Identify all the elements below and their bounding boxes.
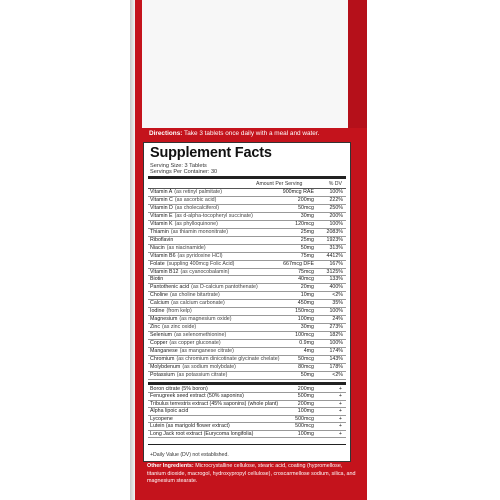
nutrient-name xyxy=(150,372,227,380)
ingredient-amount: 500mg xyxy=(297,393,314,400)
nutrient-source: (as d-alpha-tocopheryl succinate) xyxy=(174,212,253,219)
nutrient-dv: 143% xyxy=(329,356,343,363)
table-row xyxy=(148,261,346,269)
directions-text: Take 3 tablets once daily with a meal and water. xyxy=(182,130,320,137)
blend-table xyxy=(148,386,346,438)
table-row xyxy=(148,386,346,393)
nutrient-label: Chromium xyxy=(150,356,175,363)
nutrient-source: (as niacinamide) xyxy=(166,244,206,251)
ingredient-name: Lutein (as marigold flower extract) xyxy=(150,423,230,430)
nutrient-source: (as zinc oxide) xyxy=(162,324,197,331)
table-row xyxy=(148,340,346,348)
table-row xyxy=(148,221,346,229)
table-row xyxy=(148,237,346,245)
nutrient-name xyxy=(150,284,258,292)
dv-footnote: +Daily Value (DV) not established. xyxy=(150,452,229,458)
supplement-facts-panel xyxy=(143,142,351,462)
nutrient-source: (as cholecalciferol) xyxy=(174,204,220,211)
nutrient-dv: 222% xyxy=(329,196,343,203)
nutrient-amount: 25mg xyxy=(300,236,314,243)
nutrient-dv: 273% xyxy=(329,324,343,331)
nutrient-label: Vitamin C xyxy=(150,196,173,203)
nutrient-amount: 0.9mg xyxy=(299,340,314,347)
nutrient-source: (as ascorbic acid) xyxy=(174,196,217,203)
nutrient-dv: 313% xyxy=(329,244,343,251)
nutrient-label: Folate xyxy=(150,260,165,267)
nutrient-name xyxy=(150,356,279,364)
table-row xyxy=(148,348,346,356)
directions-label: Directions: xyxy=(149,130,183,137)
nutrient-name xyxy=(150,245,206,253)
nutrient-amount: 667mcg DFE xyxy=(283,260,314,267)
nutrient-amount: 450mg xyxy=(297,300,314,307)
supplement-facts-title: Supplement Facts xyxy=(150,145,272,161)
header-dv: % DV xyxy=(328,181,342,187)
table-row xyxy=(148,356,346,364)
nutrient-name xyxy=(150,229,228,237)
nutrient-source: (as copper gluconate) xyxy=(169,340,221,347)
table-row xyxy=(148,372,346,380)
nutrient-label: Zinc xyxy=(150,324,161,331)
nutrient-amount: 10mg xyxy=(300,292,314,299)
nutrient-source: (as retinyl palmitate) xyxy=(174,189,222,195)
table-row xyxy=(148,269,346,277)
nutrient-dv: 4412% xyxy=(326,252,343,259)
header-amount: Amount Per Serving xyxy=(256,181,303,187)
nutrient-source: (as magnesium oxide) xyxy=(179,316,232,323)
nutrient-source: (from kelp) xyxy=(166,308,192,315)
nutrient-label: Vitamin A xyxy=(150,189,173,195)
nutrient-label: Riboflavin xyxy=(150,236,174,243)
nutrient-label: Choline xyxy=(150,292,168,299)
nutrient-label: Vitamin D xyxy=(150,204,173,211)
section-divider xyxy=(148,382,346,385)
header-divider xyxy=(148,176,346,179)
table-row xyxy=(148,401,346,408)
nutrient-label: Vitamin B12 xyxy=(150,268,179,275)
nutrient-name xyxy=(150,316,232,324)
table-row xyxy=(148,364,346,372)
table-row xyxy=(148,416,346,423)
nutrient-source: (as thiamin mononitrate) xyxy=(170,228,228,235)
nutrient-source: (as choline bitartrate) xyxy=(169,292,220,299)
nutrient-dv: 2083% xyxy=(326,228,343,235)
ingredient-amount: 100mg xyxy=(297,408,314,415)
nutrient-amount: 50mg xyxy=(300,371,314,378)
nutrient-source: (as calcium carbonate) xyxy=(171,300,225,307)
nutrient-source: (as cyanocobalamin) xyxy=(180,268,230,275)
nutrient-source: (as chromium dinicotinate glycinate chelate) xyxy=(176,356,280,363)
nutrient-name xyxy=(150,205,219,213)
table-row xyxy=(148,393,346,400)
nutrient-name xyxy=(150,253,223,261)
nutrient-label: Magnesium xyxy=(150,316,178,323)
ingredient-amount: 200mg xyxy=(297,400,314,407)
nutrient-dv: 200% xyxy=(329,212,343,219)
nutrient-source: (as potassium citrate) xyxy=(176,371,228,378)
ingredient-name: Tribulus terrestris extract (45% saponins) (whole plant) xyxy=(150,400,279,407)
table-row xyxy=(148,308,346,316)
nutrient-source: (suppling 400mcg Folic Acid) xyxy=(166,260,235,267)
nutrient-label: Potassium xyxy=(150,371,175,378)
nutrient-amount: 200mg xyxy=(297,196,314,203)
nutrient-amount: 25mg xyxy=(300,228,314,235)
ingredient-amount: 500mcg xyxy=(295,415,314,422)
nutrient-source: (as phylloquinone) xyxy=(174,220,218,227)
nutrient-source: (as D-calcium pantothenate) xyxy=(191,284,258,291)
nutrient-name xyxy=(150,237,175,245)
nutrient-label: Vitamin B6 xyxy=(150,252,176,259)
nutrient-source: (as manganese citrate) xyxy=(179,348,234,355)
table-row xyxy=(148,423,346,430)
nutrient-name xyxy=(150,324,196,332)
nutrient-name xyxy=(150,197,216,205)
nutrient-label: Vitamin K xyxy=(150,220,173,227)
nutrient-dv: 100% xyxy=(329,189,343,195)
footnote-rule xyxy=(148,444,346,445)
other-ingredients-text: Microcrystalline cellulose, stearic acid, coating (hypromellose, titanium dioxide, macrogol, hydroxypropyl cellulose), croscarmellose sodium, silica, and magnesium stearate. xyxy=(147,463,356,485)
nutrient-amount: 150mcg xyxy=(295,308,314,315)
nutrient-name xyxy=(150,276,165,284)
table-row xyxy=(148,292,346,300)
nutrient-label: Niacin xyxy=(150,244,165,251)
nutrient-dv: 100% xyxy=(329,340,343,347)
nutrient-dv: 167% xyxy=(329,260,343,267)
table-row xyxy=(148,229,346,237)
nutrient-amount: 900mcg RAE xyxy=(282,189,314,195)
nutrient-name xyxy=(150,213,253,221)
nutrient-dv: <2% xyxy=(332,292,343,299)
table-row xyxy=(148,300,346,308)
ingredient-name: Long Jack root extract (Eurycoma longifolia) xyxy=(150,430,254,437)
nutrient-amount: 120mcg xyxy=(295,220,314,227)
nutrient-label: Thiamin xyxy=(150,228,169,235)
nutrient-dv: 35% xyxy=(332,300,343,307)
other-ingredients-label: Other Ingredients: xyxy=(147,463,194,469)
table-row xyxy=(148,205,346,213)
nutrient-source xyxy=(163,276,165,282)
table-row xyxy=(148,316,346,324)
nutrient-label: Biotin xyxy=(150,276,164,283)
nutrient-name xyxy=(150,261,234,269)
box-top-panel xyxy=(142,0,348,128)
nutrient-label: Molybdenum xyxy=(150,363,181,370)
table-row xyxy=(148,245,346,253)
nutrient-name xyxy=(150,364,236,372)
nutrient-dv: 133% xyxy=(329,276,343,283)
nutrient-amount: 50mg xyxy=(300,244,314,251)
ingredient-dv: + xyxy=(338,393,342,400)
ingredient-dv: + xyxy=(338,408,342,415)
ingredient-name: Fenugreek seed extract (50% saponins) xyxy=(150,393,244,400)
ingredient-name: Lycopene xyxy=(150,415,173,422)
ingredient-dv: + xyxy=(338,386,342,392)
nutrient-name xyxy=(150,348,234,356)
nutrient-dv: 100% xyxy=(329,220,343,227)
nutrient-name xyxy=(150,308,192,316)
table-row xyxy=(148,324,346,332)
nutrient-source: (as sodium molybdate) xyxy=(182,363,236,370)
nutrient-amount: 80mcg xyxy=(298,363,314,370)
serving-size: Serving Size: 3 Tablets xyxy=(150,163,207,169)
nutrient-label: Selenium xyxy=(150,332,173,339)
table-row xyxy=(148,253,346,261)
nutrient-source xyxy=(173,237,175,243)
nutrient-dv: 174% xyxy=(329,348,343,355)
nutrient-name xyxy=(150,332,226,340)
nutrient-amount: 20mg xyxy=(300,284,314,291)
directions-line xyxy=(137,128,365,140)
ingredient-dv: + xyxy=(338,423,342,430)
nutrient-label: Iodine xyxy=(150,308,165,315)
nutrient-source: (as selenomethionine) xyxy=(174,332,227,339)
nutrient-amount: 30mg xyxy=(300,212,314,219)
ingredient-name: Boron citrate (5% boron) xyxy=(150,386,208,392)
ingredient-amount: 100mg xyxy=(297,430,314,437)
nutrient-dv: 250% xyxy=(329,204,343,211)
table-row xyxy=(148,332,346,340)
nutrient-dv: 182% xyxy=(329,332,343,339)
nutrient-table xyxy=(148,189,346,380)
nutrient-dv: 100% xyxy=(329,308,343,315)
nutrient-name xyxy=(150,269,229,277)
nutrient-amount: 75mg xyxy=(300,252,314,259)
table-row xyxy=(148,408,346,415)
table-row xyxy=(148,276,346,284)
servings-per-container: Servings Per Container: 30 xyxy=(150,169,218,175)
nutrient-amount: 4mg xyxy=(303,348,314,355)
nutrient-dv: 178% xyxy=(329,363,343,370)
nutrient-dv: 1923% xyxy=(326,236,343,243)
nutrient-dv: <2% xyxy=(332,371,343,378)
nutrient-name xyxy=(150,189,222,197)
nutrient-amount: 100mg xyxy=(297,316,314,323)
nutrient-name xyxy=(150,292,220,300)
nutrient-label: Manganese xyxy=(150,348,178,355)
ingredient-dv: + xyxy=(338,415,342,422)
nutrient-dv: 400% xyxy=(329,284,343,291)
nutrient-amount: 40mcg xyxy=(298,276,314,283)
table-row xyxy=(148,431,346,438)
ingredient-name: Alpha lipoic acid xyxy=(150,408,189,415)
nutrient-amount: 50mcg xyxy=(298,356,314,363)
table-row xyxy=(148,284,346,292)
table-row xyxy=(148,189,346,197)
ingredient-amount: 200mg xyxy=(297,386,314,392)
nutrient-dv: 3125% xyxy=(326,268,343,275)
nutrient-source: (as pyridoxine HCl) xyxy=(177,252,223,259)
nutrient-amount: 75mcg xyxy=(298,268,314,275)
nutrient-amount: 100mcg xyxy=(295,332,314,339)
nutrient-amount: 30mg xyxy=(300,324,314,331)
nutrient-label: Calcium xyxy=(150,300,170,307)
table-row xyxy=(148,197,346,205)
nutrient-label: Vitamin E xyxy=(150,212,173,219)
nutrient-label: Copper xyxy=(150,340,168,347)
box-right-edge xyxy=(348,0,367,128)
nutrient-name xyxy=(150,340,221,348)
nutrient-name xyxy=(150,221,218,229)
nutrient-amount: 50mcg xyxy=(298,204,314,211)
ingredient-dv: + xyxy=(338,400,342,407)
ingredient-dv: + xyxy=(338,430,342,437)
nutrient-dv: 24% xyxy=(332,316,343,323)
other-ingredients xyxy=(147,463,361,486)
ingredient-amount: 500mcg xyxy=(295,423,314,430)
nutrient-label: Pantothenic acid xyxy=(150,284,190,291)
nutrient-name xyxy=(150,300,225,308)
table-row xyxy=(148,213,346,221)
